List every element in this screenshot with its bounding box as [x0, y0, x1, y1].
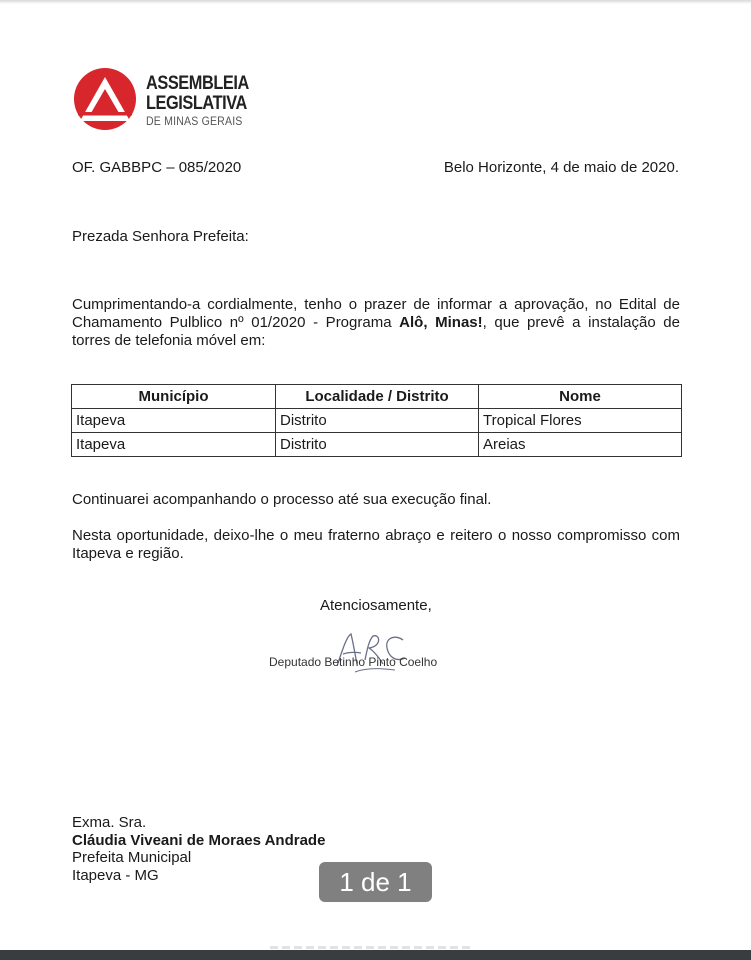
page-top-edge [0, 0, 751, 4]
recipient-title: Exma. Sra. [72, 814, 147, 831]
logo-line-3: DE MINAS GERAIS [146, 114, 243, 128]
column-header-municipio: Município [72, 385, 276, 409]
cell-localidade: Distrito [276, 433, 479, 457]
paragraph-follow-up: Continuarei acompanhando o processo até sua execução final. [72, 491, 492, 508]
paragraph-approval [72, 296, 680, 350]
cell-municipio: Itapeva [72, 433, 276, 457]
recipient-name: Cláudia Viveani de Moraes Andrade [72, 831, 326, 849]
letter-reference: OF. GABBPC – 085/2020 [72, 159, 242, 176]
table-row [72, 433, 682, 457]
recipient-role: Prefeita Municipal [72, 849, 192, 866]
towers-table-grid [71, 384, 682, 457]
paragraph-commitment: Nesta oportunidade, deixo-lhe o meu fraterno abraço e reitero o nosso compromisso com Itapeva e região. [72, 527, 680, 562]
closing: Atenciosamente, [320, 597, 432, 614]
triangle-logo-icon [70, 68, 140, 130]
column-header-nome: Nome [479, 385, 682, 409]
paragraph-approval-part1: Cumprimentando-a cordialmente, tenho o prazer de informar a aprovação, no Edital de Chamamento Pulblico nº 01/2020 - Programa [72, 296, 680, 331]
cell-nome: Tropical Flores [479, 409, 682, 433]
cell-localidade: Distrito [276, 409, 479, 433]
next-page-edge [270, 946, 470, 949]
cell-nome: Areias [479, 433, 682, 457]
towers-table [71, 384, 681, 457]
table-row [72, 409, 682, 433]
column-header-localidade: Localidade / Distrito [276, 385, 479, 409]
program-name: Alô, Minas! [399, 314, 483, 331]
recipient-location: Itapeva - MG [72, 866, 159, 884]
cell-municipio: Itapeva [72, 409, 276, 433]
logo-line-2: LEGISLATIVA [146, 93, 247, 114]
logo-wordmark [146, 74, 266, 127]
viewer-bottom-bar [0, 950, 751, 960]
assembly-logo [70, 68, 270, 132]
paragraph-approval-part2: , que prevê a instalação de torres de telefonia móvel em: [72, 314, 680, 349]
page-indicator: 1 de 1 [319, 862, 432, 902]
table-header-row [72, 385, 682, 409]
letter-date: Belo Horizonte, 4 de maio de 2020. [443, 159, 679, 176]
logo-line-1: ASSEMBLEIA [146, 73, 249, 94]
recipient-block [72, 814, 325, 884]
signer-name: Deputado Betinho Pinto Coelho [269, 655, 438, 669]
salutation: Prezada Senhora Prefeita: [72, 228, 249, 245]
